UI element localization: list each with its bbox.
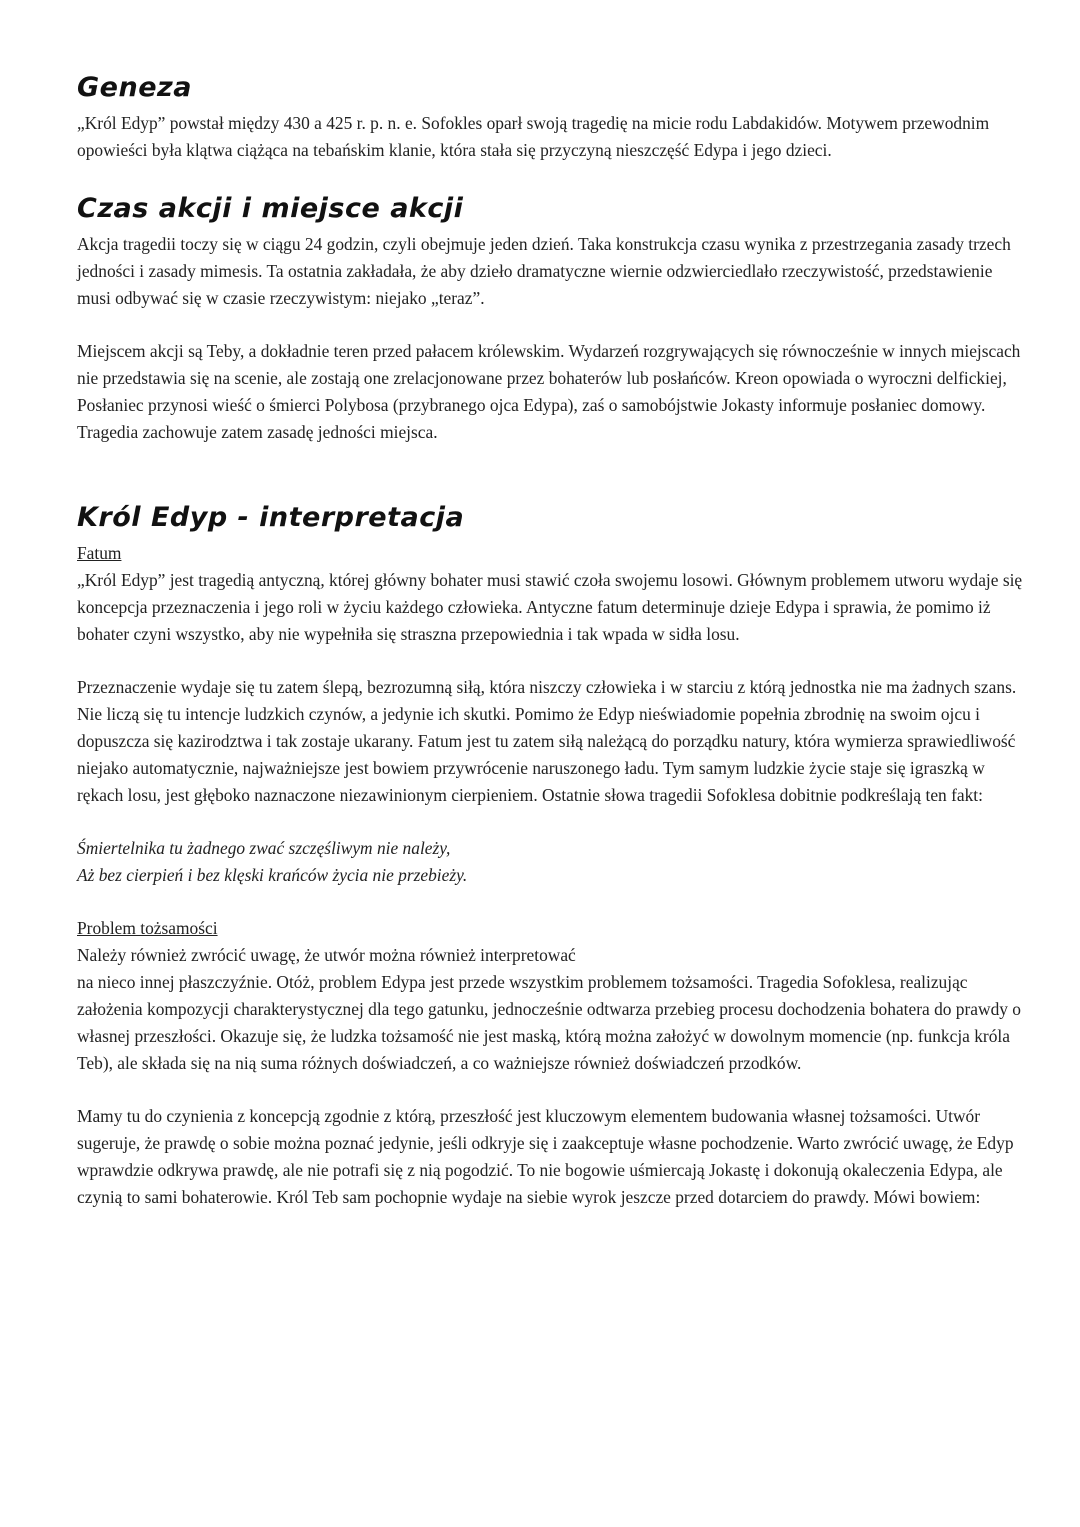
paragraph-geneza: „Król Edyp” powstał między 430 a 425 r. p. n. e. Sofokles oparł swoją tragedię na micie rodu Labdakidów. Motywem przewodnim opowieści była klątwa ciążąca na tebańskim klanie, która stała się przyczyną nieszczęść Edypa i jego dzieci.	[77, 113, 990, 160]
section-heading-czas-akcji: Czas akcji i miejsce akcji	[77, 193, 464, 224]
paragraph-tozsamosc-line-1: Należy również zwrócić uwagę, że utwór można również interpretować	[77, 945, 576, 965]
subheading-problem-tozsamosci: Problem tożsamości	[77, 918, 218, 938]
paragraph-czas-akcji: Akcja tragedii toczy się w ciągu 24 godzin, czyli obejmuje jeden dzień. Taka konstrukcja czasu wynika z przestrzegania zasady trzech jedności i zasady mimesis. Ta ostatnia zakładała, że aby dzieło dramatyczne wiernie odzwierciedlało rzeczywistość, przedstawienie musi odbywać się w czasie rzeczywistym: niejako „teraz”.	[77, 234, 1011, 308]
paragraph-tozsamosc: na nieco innej płaszczyźnie. Otóż, problem Edypa jest przede wszystkim problemem tożsamości. Tragedia Sofoklesa, realizując założenia kompozycji charakterystycznej dla tego gatunku, jednocześnie odtwarza przebieg procesu dochodzenia bohatera do prawdy o własnej przeszłości. Okazuje się, że ludzka tożsamość nie jest maską, którą można założyć w dowolnym momencie (np. funkcja króla Teb), ale składa się na nią suma różnych doświadczeń, a co ważniejsze również doświadczeń przodków.	[77, 972, 1022, 1073]
section-heading-geneza: Geneza	[77, 72, 192, 103]
document-page	[77, 68, 1027, 1211]
quote-line-1: Śmiertelnika tu żadnego zwać szczęśliwym nie należy,	[77, 838, 451, 858]
quote-line-2: Aż bez cierpień i bez klęski krańców życia nie przebieży.	[77, 865, 468, 885]
section-heading-interpretacja: Król Edyp - interpretacja	[77, 502, 465, 533]
paragraph-fatum-2: Przeznaczenie wydaje się tu zatem ślepą, bezrozumną siłą, która niszczy człowieka i w starciu z którą jednostka nie ma żadnych szans. Nie liczą się tu intencje ludzkich czynów, a jedynie ich skutki. Pomimo że Edyp nieświadomie popełnia zbrodnię na swoim ojcu i dopuszcza się kazirodztwa i tak zostaje ukarany. Fatum jest tu zatem siłą należącą do porządku natury, która wymierza sprawiedliwość niejako automatycznie, najważniejsze jest bowiem przywrócenie naruszonego ładu. Tym samym ludzkie życie staje się igraszką w rękach losu, jest głęboko naznaczone niezawinionym cierpieniem. Ostatnie słowa tragedii Sofoklesa dobitnie podkreślają ten fakt:	[77, 677, 1017, 805]
paragraph-fatum-1: „Król Edyp” jest tragedią antyczną, której główny bohater musi stawić czoła swojemu losowi. Głównym problemem utworu wydaje się koncepcja przeznaczenia i jego roli w życiu każdego człowieka. Antyczne fatum determinuje dzieje Edypa i sprawia, że pomimo iż bohater czyni wszystko, aby nie wypełniła się straszna przepowiednia i tak wpada w sidła losu.	[77, 570, 1023, 644]
paragraph-przeszlosc: Mamy tu do czynienia z koncepcją zgodnie z którą, przeszłość jest kluczowym elementem budowania własnej tożsamości. Utwór sugeruje, że prawdę o sobie można poznać jedynie, jeśli odkryje się i zaakceptuje własne pochodzenie. Warto zwrócić uwagę, że Edyp wprawdzie odkrywa prawdę, ale nie potrafi się z nią pogodzić. To nie bogowie uśmiercają Jokastę i dokonują okaleczenia Edypa, ale czynią to sami bohaterowie. Król Teb sam pochopnie wydaje na siebie wyrok jeszcze przed dotarciem do prawdy. Mówi bowiem:	[77, 1106, 1014, 1207]
paragraph-miejsce-akcji: Miejscem akcji są Teby, a dokładnie teren przed pałacem królewskim. Wydarzeń rozgrywających się równocześnie w innych miejscach nie przedstawia się na scenie, ale zostają one zrelacjonowane przez bohaterów lub posłańców. Kreon opowiada o wyroczni delfickiej, Posłaniec przynosi wieść o śmierci Polybosa (przybranego ojca Edypa), zaś o samobójstwie Jokasty informuje posłaniec domowy. Tragedia zachowuje zatem zasadę jedności miejsca.	[77, 341, 1021, 442]
subheading-fatum: Fatum	[77, 543, 122, 563]
